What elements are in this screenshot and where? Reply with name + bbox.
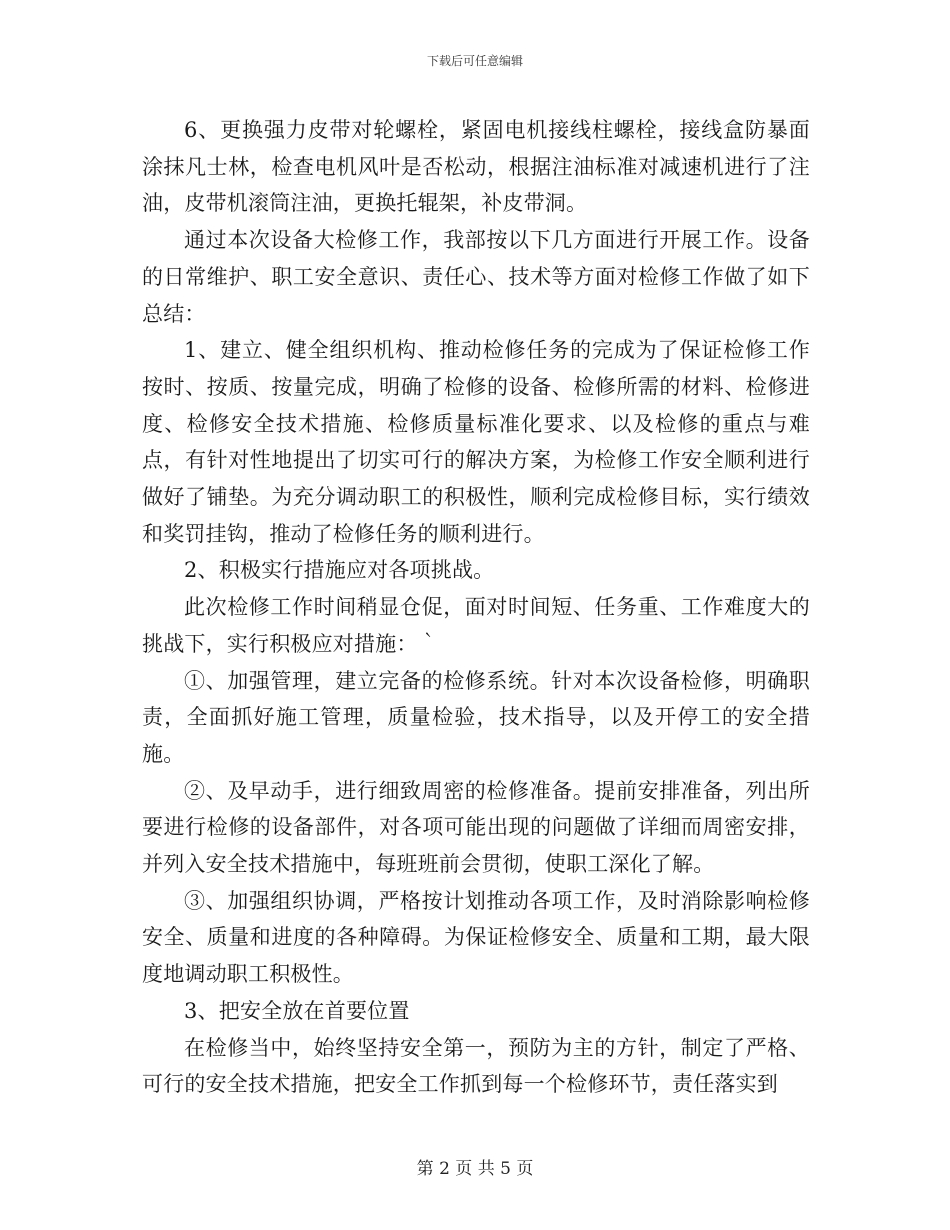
page-number-footer: 第 2 页 共 5 页 — [416, 1159, 534, 1179]
page-header-note: 下载后可任意编辑 — [426, 54, 523, 68]
paragraph-point-1-management: ①、加强管理，建立完备的检修系统。针对本次设备检修，明确职责，全面抓好施工管理，质量检验，技术指导，以及开停工的安全措施。 — [142, 668, 810, 766]
paragraph-section-1-organization: 1、建立、健全组织机构、推动检修任务的完成为了保证检修工作按时、按质、按量完成，明确了检修的设备、检修所需的材料、检修进度、检修安全技术措施、检修质量标准化要求、以及检修的重点与难点，有针对性地提出了切实可行的解决方案，为检修工作安全顺利进行做好了铺垫。为充分调动职工的积极性，顺利完成检修目标，实行绩效和奖罚挂钩，推动了检修任务的顺利进行。 — [142, 338, 810, 546]
paragraph-time-pressure: 此次检修工作时间稍显仓促，面对时间短、任务重、工作难度大的挑战下，实行积极应对措施：｀ — [142, 595, 810, 656]
paragraph-section-3-heading: 3、把安全放在首要位置 — [184, 998, 410, 1023]
paragraph-point-2-preparation: ②、及早动手，进行细致周密的检修准备。提前安排准备，列出所要进行检修的设备部件，对各项可能出现的问题做了详细而周密安排，并列入安全技术措施中，每班班前会贯彻，使职工深化了解。 — [142, 778, 810, 877]
paragraph-safety-first: 在检修当中，始终坚持安全第一，预防为主的方针，制定了严格、可行的安全技术措施，把安全工作抓到每一个检修环节，责任落实到 — [142, 1035, 810, 1097]
document-body — [142, 112, 810, 1103]
paragraph-section-2-heading: 2、积极实行措施应对各项挑战。 — [184, 558, 495, 583]
paragraph-item-6-replace-bolts: 6、更换强力皮带对轮螺栓，紧固电机接线柱螺栓，接线盒防暴面涂抹凡士林，检查电机风叶是否松动，根据注油标准对减速机进行了注油，皮带机滚筒注油，更换托辊架，补皮带洞。 — [142, 118, 810, 216]
paragraph-point-3-coordination: ③、加强组织协调，严格按计划推动各项工作，及时消除影响检修安全、质量和进度的各种障碍。为保证检修安全、质量和工期，最大限度地调动职工积极性。 — [142, 888, 810, 987]
paragraph-overhaul-summary-intro: 通过本次设备大检修工作，我部按以下几方面进行开展工作。设备的日常维护、职工安全意识、责任心、技术等方面对检修工作做了如下总结： — [142, 228, 810, 326]
